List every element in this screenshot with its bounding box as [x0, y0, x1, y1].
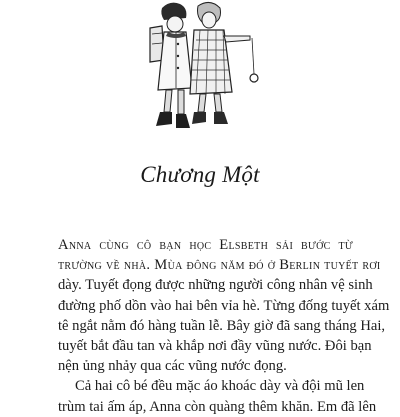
- text-line: tuyết bắt đầu tan và khắp nơi đầy vũng nước. Đôi bạn: [58, 338, 372, 355]
- paragraph-1: [58, 235, 390, 376]
- chapter-title: Chương Một: [140, 162, 260, 187]
- text-line: nện ủng nhảy qua các vũng nước đọng.: [58, 358, 287, 375]
- text-line: Cả hai cô bé đều mặc áo khoác dày và đội mũ len: [75, 378, 365, 395]
- children-walking-illustration: [120, 0, 280, 140]
- text-line: trường về nhà. Mùa đông năm đó ở Berlin tuyết rơi: [58, 257, 381, 274]
- paragraph-2: [58, 376, 377, 416]
- text-line: tê ngắt nằm đó hàng tuần lễ. Bây giờ đã sang tháng Hai,: [58, 317, 386, 334]
- chapter-body: [58, 235, 390, 417]
- children-walking-icon: [120, 0, 280, 140]
- text-line: dày. Tuyết đọng được những người công nhân vệ sinh: [58, 277, 373, 294]
- text-line: đường phố dồn vào hai bên vỉa hè. Từng đống tuyết xám: [58, 297, 390, 314]
- text-line: Anna cùng cô bạn học Elsbeth sải bước từ: [58, 237, 353, 253]
- text-line: trùm tai ấm áp, Anna còn quàng thêm khăn. Em đã lên: [58, 398, 377, 415]
